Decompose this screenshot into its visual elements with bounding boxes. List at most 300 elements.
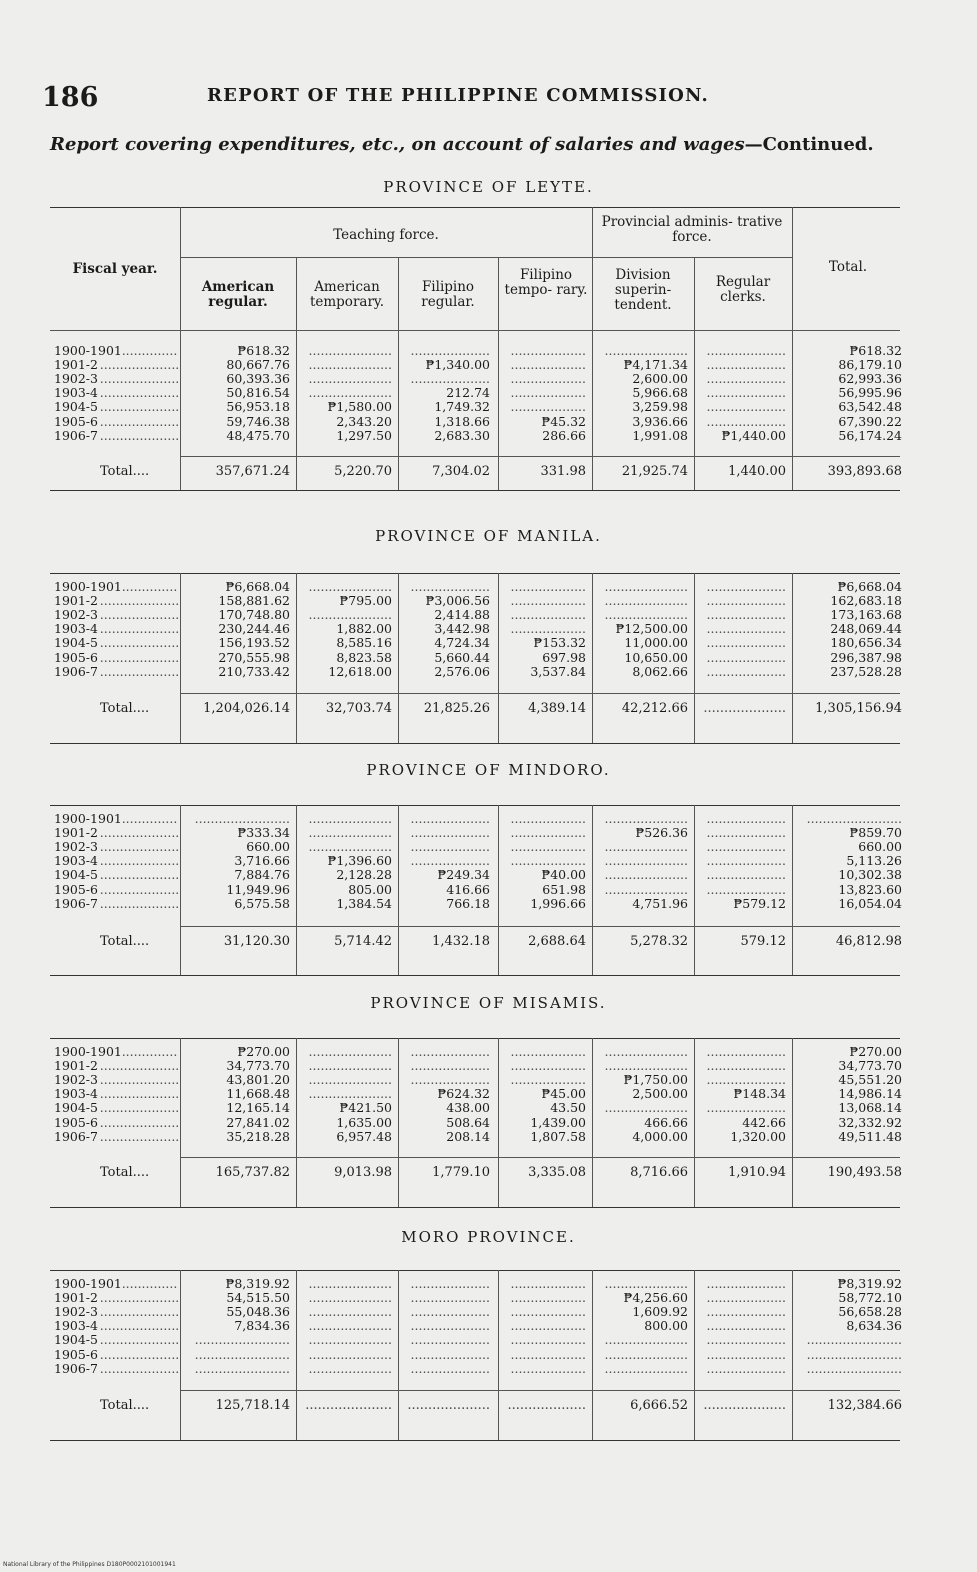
leader-dots: .................... [99, 593, 180, 609]
table-cell: ..................... [308, 357, 392, 373]
provincial-force-header: Provincial adminis- trative force. [601, 214, 783, 245]
table-cell: .................... [706, 811, 786, 826]
fiscal-year-label: 1905-6 [54, 1346, 98, 1362]
table-cell: ................... [510, 1044, 586, 1059]
fiscal-year-label: 1904-5 [54, 635, 98, 651]
table-cell: 660.00 [246, 839, 290, 855]
table-cell: ..................... [308, 811, 392, 826]
table-cell: 12,165.14 [226, 1100, 290, 1116]
american-temporary-header: American temporary. [309, 279, 385, 310]
fiscal-year-label: 1901-2 [54, 1058, 98, 1074]
table-cell: ..................... [604, 1044, 688, 1059]
table-cell: 3,936.66 [632, 413, 688, 429]
subtitle-suffix: —Continued. [744, 134, 874, 155]
table-cell: ..................... [604, 343, 688, 358]
fiscal-year-label: 1906-7 [54, 1360, 98, 1376]
total-cell: 5,714.42 [334, 934, 392, 949]
table-cell: .................... [706, 663, 786, 679]
table-cell: ₱249.34 [437, 867, 490, 883]
table-cell: 1,609.92 [632, 1304, 688, 1320]
table-cell: .................... [706, 1058, 786, 1074]
table-cell: ........................ [806, 1332, 902, 1348]
leader-dots: .................... [99, 839, 180, 855]
province-title: MORO PROVINCE. [401, 1228, 576, 1246]
table-cell: 1,439.00 [530, 1114, 586, 1130]
fiscal-year-label: 1900-1901 [54, 811, 122, 826]
table-cell: .................... [706, 385, 786, 401]
total-cell: 393,893.68 [827, 464, 902, 479]
fiscal-year-label: 1903-4 [54, 385, 98, 401]
total-cell: .................... [703, 1398, 786, 1413]
table-cell: .................... [706, 1100, 786, 1116]
table-cell: .................... [706, 1072, 786, 1088]
table-cell: 54,515.50 [226, 1290, 290, 1306]
division-superintendent-header: Division superin- tendent. [614, 267, 672, 313]
table-cell: ..................... [604, 1058, 688, 1074]
total-label: Total.... [100, 464, 150, 479]
table-cell: ................... [510, 1332, 586, 1348]
table-cell: 1,320.00 [730, 1128, 786, 1144]
table-cell: 2,576.06 [434, 663, 490, 679]
table-cell: .................... [410, 579, 490, 594]
table-cell: .................... [410, 811, 490, 826]
table-cell: .................... [410, 343, 490, 358]
table-cell: 3,716.66 [234, 853, 290, 869]
table-cell: 1,882.00 [336, 621, 392, 637]
table-cell: ..................... [604, 1360, 688, 1376]
subtitle-italic: Report covering expenditures, etc., on account of salaries and wages [50, 134, 745, 155]
table-cell: ₱148.34 [733, 1086, 786, 1102]
fiscal-year-label: 1903-4 [54, 1318, 98, 1334]
total-cell: 4,389.14 [528, 701, 586, 716]
table-cell: ................... [510, 1072, 586, 1088]
table-cell: ..................... [604, 839, 688, 855]
table-cell: 158,881.62 [218, 593, 290, 609]
table-cell: ................... [510, 579, 586, 594]
table-cell: ..................... [604, 607, 688, 623]
table-cell: ₱1,580.00 [327, 399, 392, 415]
leader-dots: .................... [99, 663, 180, 679]
fiscal-year-label: 1900-1901 [54, 1044, 122, 1059]
table-cell: 1,749.32 [434, 399, 490, 415]
total-cell: 2,688.64 [528, 934, 586, 949]
table-cell: ..................... [308, 1058, 392, 1074]
table-cell: .................... [706, 1346, 786, 1362]
table-top-rule [50, 805, 900, 806]
table-cell: ₱4,171.34 [623, 357, 688, 373]
table-cell: ................... [510, 1360, 586, 1376]
table-cell: .................... [706, 579, 786, 594]
table-cell: 1,807.58 [530, 1128, 586, 1144]
table-cell: 13,823.60 [838, 881, 902, 897]
table-cell: .................... [706, 607, 786, 623]
table-cell: 16,054.04 [838, 895, 902, 911]
table-cell: ................... [510, 607, 586, 623]
table-cell: 438.00 [446, 1100, 490, 1116]
table-cell: .................... [410, 1304, 490, 1320]
total-cell: 46,812.98 [835, 934, 902, 949]
table-cell: 56,953.18 [226, 399, 290, 415]
total-cell: ..................... [305, 1398, 392, 1413]
table-cell: ₱8,319.92 [225, 1276, 290, 1291]
table-cell: 4,000.00 [632, 1128, 688, 1144]
table-cell: 442.66 [742, 1114, 786, 1130]
running-title: REPORT OF THE PHILIPPINE COMMISSION. [207, 85, 710, 106]
fiscal-year-label: 1905-6 [54, 413, 98, 429]
table-cell: 660.00 [858, 839, 902, 855]
table-cell: .................... [706, 1360, 786, 1376]
table-cell: 12,618.00 [328, 663, 392, 679]
table-cell: 296,387.98 [830, 649, 902, 665]
fiscal-year-header: Fiscal year. [72, 261, 158, 277]
table-cell: ................... [510, 343, 586, 358]
leader-dots: .................... [99, 895, 180, 911]
table-cell: 286.66 [542, 427, 586, 443]
table-cell: ₱6,668.04 [837, 579, 902, 594]
table-cell: 466.66 [644, 1114, 688, 1130]
fiscal-year-label: 1903-4 [54, 621, 98, 637]
fiscal-year-label: 1902-3 [54, 371, 98, 387]
leader-dots: .................... [99, 427, 180, 443]
table-cell: .................... [410, 1360, 490, 1376]
table-cell: ..................... [308, 1290, 392, 1306]
total-header: Total. [828, 259, 868, 275]
table-cell: 2,128.28 [336, 867, 392, 883]
table-cell: ..................... [308, 371, 392, 387]
header-divider [592, 207, 593, 330]
table-cell: 1,996.66 [530, 895, 586, 911]
table-cell: .................... [410, 1058, 490, 1074]
table-cell: 230,244.46 [218, 621, 290, 637]
table-bottom-rule [50, 490, 900, 491]
table-cell: .................... [706, 371, 786, 387]
table-top-rule [50, 573, 900, 574]
table-cell: .................... [410, 1290, 490, 1306]
table-cell: .................... [706, 399, 786, 415]
table-cell: ..................... [308, 1304, 392, 1320]
fiscal-year-label: 1904-5 [54, 1332, 98, 1348]
table-cell: ₱40.00 [541, 867, 586, 883]
table-cell: 2,683.30 [434, 427, 490, 443]
table-cell: .................... [706, 1290, 786, 1306]
table-bottom-rule [50, 1207, 900, 1208]
table-cell: .................... [706, 1044, 786, 1059]
leader-dots: .............. [121, 579, 178, 594]
table-cell: .................... [410, 839, 490, 855]
table-cell: ................... [510, 399, 586, 415]
fiscal-year-label: 1901-2 [54, 825, 98, 841]
fiscal-year-label: 1905-6 [54, 1114, 98, 1130]
table-cell: 32,332.92 [838, 1114, 902, 1130]
header-divider [180, 207, 181, 330]
leader-dots: .................... [99, 1318, 180, 1334]
table-cell: 8,062.66 [632, 663, 688, 679]
table-bottom-rule [50, 975, 900, 976]
table-cell: 208.14 [446, 1128, 490, 1144]
header-divider [398, 257, 399, 330]
province-title: PROVINCE OF MINDORO. [366, 761, 611, 779]
table-cell: ........................ [194, 811, 290, 826]
regular-clerks-header: Regular clerks. [715, 274, 771, 305]
teaching-force-underline [180, 257, 592, 258]
table-cell: 7,834.36 [234, 1318, 290, 1334]
table-cell: ₱45.32 [541, 413, 586, 429]
table-cell: ₱421.50 [339, 1100, 392, 1116]
table-cell: 651.98 [542, 881, 586, 897]
table-cell: 1,635.00 [336, 1114, 392, 1130]
fiscal-year-label: 1906-7 [54, 427, 98, 443]
table-cell: 35,218.28 [226, 1128, 290, 1144]
table-cell: ₱1,340.00 [425, 357, 490, 373]
fiscal-year-label: 1900-1901 [54, 1276, 122, 1291]
table-cell: ..................... [308, 825, 392, 841]
table-cell: 697.98 [542, 649, 586, 665]
table-cell: ........................ [194, 1346, 290, 1362]
table-cell: 805.00 [348, 881, 392, 897]
leader-dots: .................... [99, 1346, 180, 1362]
table-cell: ................... [510, 357, 586, 373]
leader-dots: .................... [99, 1332, 180, 1348]
header-divider [694, 257, 695, 330]
fiscal-year-label: 1906-7 [54, 663, 98, 679]
table-cell: ..................... [604, 579, 688, 594]
table-cell: ..................... [308, 343, 392, 358]
table-cell: ..................... [604, 867, 688, 883]
header-top-rule [50, 207, 900, 208]
leader-dots: .................... [99, 399, 180, 415]
table-cell: ₱624.32 [437, 1086, 490, 1102]
table-cell: ₱6,668.04 [225, 579, 290, 594]
total-cell: 31,120.30 [223, 934, 290, 949]
leader-dots: .................... [99, 825, 180, 841]
total-label: Total.... [100, 701, 150, 716]
table-cell: ₱1,396.60 [327, 853, 392, 869]
total-cell: 42,212.66 [621, 701, 688, 716]
table-cell: ........................ [194, 1332, 290, 1348]
table-cell: ₱618.32 [237, 343, 290, 358]
table-cell: ₱4,256.60 [623, 1290, 688, 1306]
table-cell: .................... [706, 839, 786, 855]
table-cell: 3,259.98 [632, 399, 688, 415]
table-cell: 6,575.58 [234, 895, 290, 911]
table-cell: 86,179.10 [838, 357, 902, 373]
table-cell: .................... [410, 1044, 490, 1059]
table-cell: ..................... [308, 1360, 392, 1376]
table-cell: .................... [706, 867, 786, 883]
table-cell: 10,650.00 [624, 649, 688, 665]
total-cell: 132,384.66 [827, 1398, 902, 1413]
leader-dots: .................... [99, 1072, 180, 1088]
table-cell: ..................... [604, 593, 688, 609]
table-cell: .................... [706, 1276, 786, 1291]
table-cell: .................... [410, 853, 490, 869]
table-cell: 34,773.70 [838, 1058, 902, 1074]
total-cell: ................... [507, 1398, 586, 1413]
total-cell: 1,204,026.14 [203, 701, 290, 716]
table-cell: .................... [410, 1332, 490, 1348]
filipino-regular-header: Filipino regular. [421, 279, 475, 310]
total-cell: 190,493.58 [827, 1165, 902, 1180]
fiscal-year-label: 1906-7 [54, 895, 98, 911]
leader-dots: .................... [99, 867, 180, 883]
table-cell: 55,048.36 [226, 1304, 290, 1320]
table-cell: 180,656.34 [830, 635, 902, 651]
fiscal-year-label: 1905-6 [54, 881, 98, 897]
total-cell: 9,013.98 [334, 1165, 392, 1180]
leader-dots: .................... [99, 649, 180, 665]
fiscal-year-label: 1902-3 [54, 1072, 98, 1088]
fiscal-year-label: 1902-3 [54, 607, 98, 623]
table-cell: .................... [706, 635, 786, 651]
leader-dots: .............. [121, 343, 178, 358]
table-cell: ........................ [806, 811, 902, 826]
table-cell: 7,884.76 [234, 867, 290, 883]
table-cell: ................... [510, 825, 586, 841]
table-cell: 59,746.38 [226, 413, 290, 429]
table-cell: 3,442.98 [434, 621, 490, 637]
table-cell: ................... [510, 621, 586, 637]
table-cell: 80,667.76 [226, 357, 290, 373]
table-cell: ................... [510, 853, 586, 869]
header-divider [296, 257, 297, 330]
table-cell: ₱618.32 [849, 343, 902, 358]
table-cell: 8,634.36 [846, 1318, 902, 1334]
table-cell: .................... [706, 853, 786, 869]
table-cell: ..................... [308, 579, 392, 594]
table-cell: 1,991.08 [632, 427, 688, 443]
fiscal-year-label: 1903-4 [54, 1086, 98, 1102]
total-cell: 1,305,156.94 [815, 701, 902, 716]
table-cell: 62,993.36 [838, 371, 902, 387]
fiscal-year-label: 1904-5 [54, 399, 98, 415]
total-cell: 1,440.00 [728, 464, 786, 479]
table-cell: 11,000.00 [624, 635, 688, 651]
table-cell: ................... [510, 1058, 586, 1074]
table-cell: 49,511.48 [838, 1128, 902, 1144]
archive-footer: National Library of the Philippines D180P0002101001941 [3, 1561, 176, 1568]
fiscal-year-label: 1900-1901 [54, 579, 122, 594]
table-cell: 50,816.54 [226, 385, 290, 401]
total-label: Total.... [100, 1398, 150, 1413]
american-regular-header: American regular. [201, 279, 275, 310]
table-cell: 766.18 [446, 895, 490, 911]
table-cell: 6,957.48 [336, 1128, 392, 1144]
table-cell: 2,414.88 [434, 607, 490, 623]
table-cell: 60,393.36 [226, 371, 290, 387]
table-cell: 1,318.66 [434, 413, 490, 429]
table-cell: ₱526.36 [635, 825, 688, 841]
table-cell: 248,069.44 [830, 621, 902, 637]
total-cell: 1,910.94 [728, 1165, 786, 1180]
table-cell: ........................ [194, 1360, 290, 1376]
table-cell: .................... [410, 1346, 490, 1362]
table-cell: ₱8,319.92 [837, 1276, 902, 1291]
fiscal-year-label: 1906-7 [54, 1128, 98, 1144]
table-cell: 14,986.14 [838, 1086, 902, 1102]
leader-dots: .................... [99, 621, 180, 637]
table-cell: 212.74 [446, 385, 490, 401]
table-cell: ................... [510, 811, 586, 826]
leader-dots: .................... [99, 1100, 180, 1116]
table-cell: .................... [706, 621, 786, 637]
table-cell: ..................... [604, 811, 688, 826]
table-cell: ................... [510, 371, 586, 387]
table-cell: ..................... [604, 1346, 688, 1362]
total-cell: 165,737.82 [215, 1165, 290, 1180]
fiscal-year-label: 1902-3 [54, 839, 98, 855]
filipino-temporary-header: Filipino tempo- rary. [504, 267, 588, 298]
table-cell: ................... [510, 1318, 586, 1334]
table-cell: .................... [410, 1276, 490, 1291]
table-cell: .................... [706, 1318, 786, 1334]
table-cell: 162,683.18 [830, 593, 902, 609]
table-cell: .................... [706, 357, 786, 373]
table-cell: 5,113.26 [846, 853, 902, 869]
table-cell: ..................... [308, 385, 392, 401]
table-cell: 43,801.20 [226, 1072, 290, 1088]
provincial-force-underline [592, 257, 792, 258]
leader-dots: .................... [99, 1304, 180, 1320]
leader-dots: .................... [99, 1128, 180, 1144]
table-cell: ₱12,500.00 [615, 621, 688, 637]
table-cell: .................... [706, 649, 786, 665]
total-cell: 6,666.52 [630, 1398, 688, 1413]
table-cell: ₱45.00 [541, 1086, 586, 1102]
fiscal-year-label: 1901-2 [54, 593, 98, 609]
leader-dots: .............. [121, 1276, 178, 1291]
fiscal-year-label: 1900-1901 [54, 343, 122, 358]
table-cell: ..................... [308, 839, 392, 855]
leader-dots: .................... [99, 1114, 180, 1130]
fiscal-year-label: 1903-4 [54, 853, 98, 869]
table-cell: 8,823.58 [336, 649, 392, 665]
table-cell: .................... [410, 1072, 490, 1088]
table-bottom-rule [50, 1440, 900, 1441]
table-cell: .................... [706, 1304, 786, 1320]
table-cell: ..................... [308, 1086, 392, 1102]
header-bottom-rule [50, 330, 900, 331]
table-cell: ₱270.00 [849, 1044, 902, 1059]
total-label: Total.... [100, 1165, 150, 1180]
fiscal-year-label: 1901-2 [54, 357, 98, 373]
table-top-rule [50, 1038, 900, 1039]
table-cell: ..................... [308, 1276, 392, 1291]
total-cell: 8,716.66 [630, 1165, 688, 1180]
table-cell: 508.64 [446, 1114, 490, 1130]
table-cell: 270,555.98 [218, 649, 290, 665]
total-cell: 32,703.74 [325, 701, 392, 716]
table-top-rule [50, 1270, 900, 1271]
total-cell: 5,278.32 [630, 934, 688, 949]
table-cell: ................... [510, 1290, 586, 1306]
total-cell: 21,925.74 [621, 464, 688, 479]
total-cell: 5,220.70 [334, 464, 392, 479]
table-cell: 4,751.96 [632, 895, 688, 911]
table-cell: ........................ [806, 1346, 902, 1362]
table-cell: .................... [410, 1318, 490, 1334]
table-cell: 156,193.52 [218, 635, 290, 651]
table-cell: ................... [510, 1276, 586, 1291]
leader-dots: .............. [121, 811, 178, 826]
table-cell: 1,297.50 [336, 427, 392, 443]
table-cell: .................... [706, 1332, 786, 1348]
table-cell: 173,163.68 [830, 607, 902, 623]
leader-dots: .............. [121, 1044, 178, 1059]
province-title: PROVINCE OF MISAMIS. [370, 994, 607, 1012]
table-cell: ₱333.34 [237, 825, 290, 841]
table-cell: ..................... [308, 1346, 392, 1362]
table-cell: .................... [706, 593, 786, 609]
